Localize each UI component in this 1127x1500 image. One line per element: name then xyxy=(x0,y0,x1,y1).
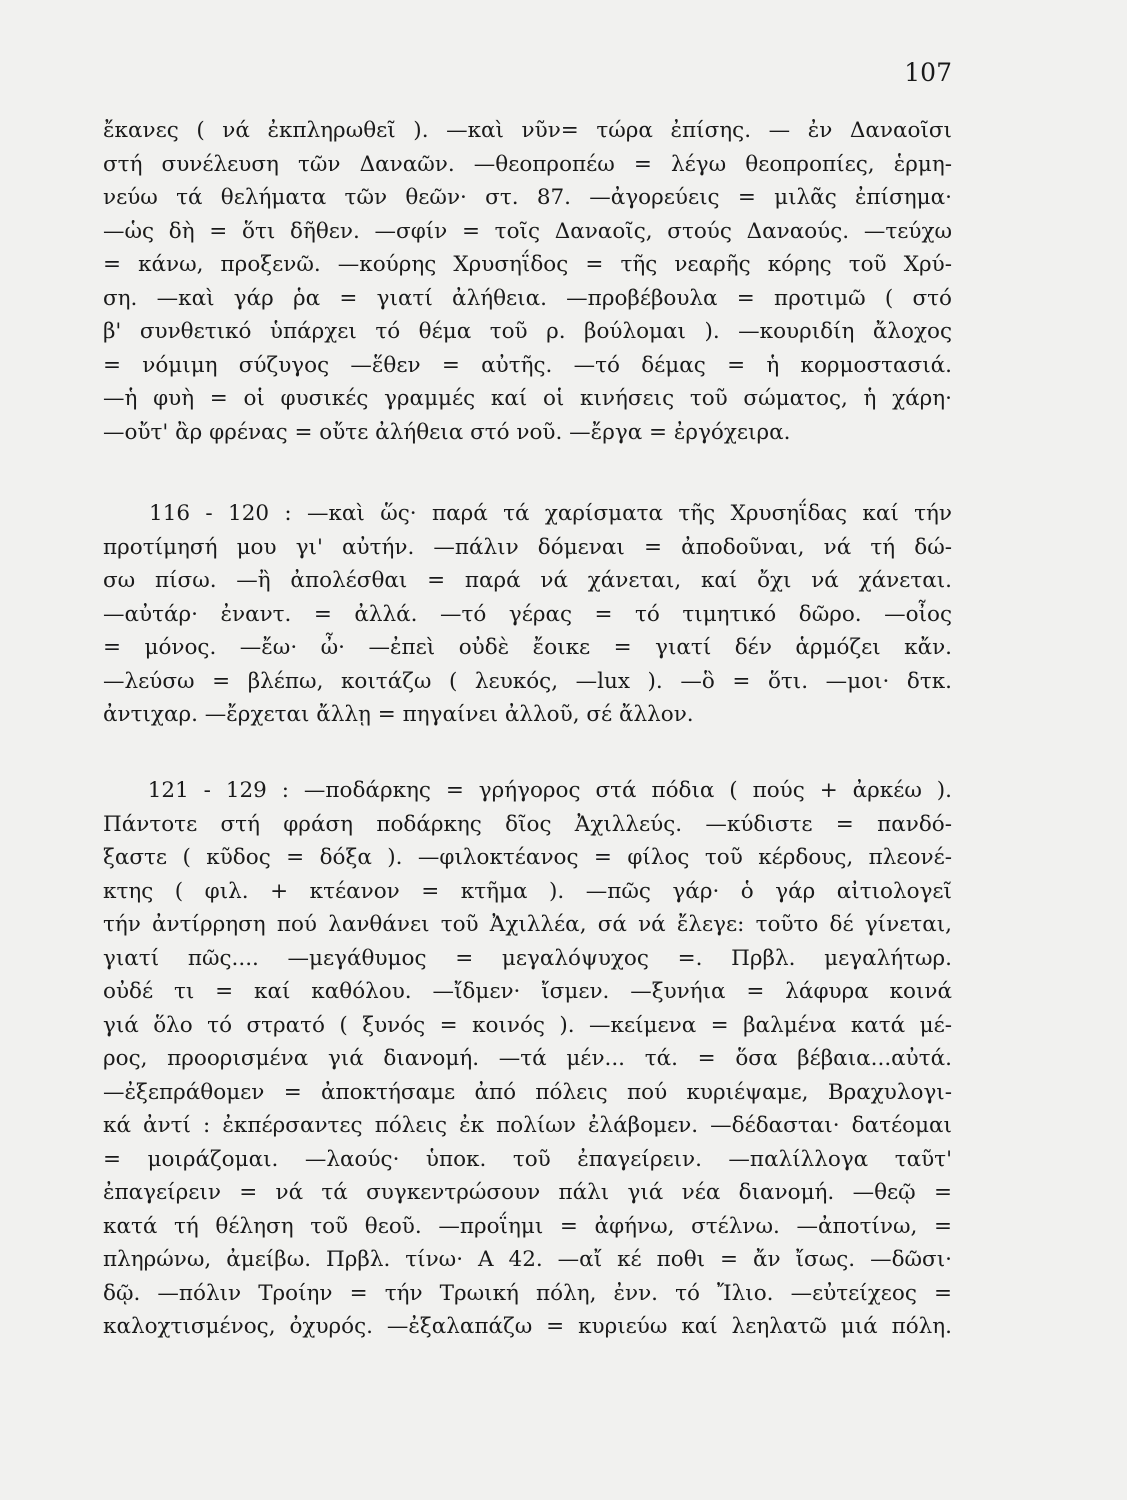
text-line: δῷ. —πόλιν Τροίην = τήν Τρωική πόλη, ἐνν. τό Ἴλιο. —εὐτείχεος = xyxy=(103,1280,952,1306)
page-number: 107 xyxy=(904,58,952,87)
text-line: 121 - 129 : —ποδάρκης = γρήγορος στά πόδια ( πούς + ἀρκέω ). xyxy=(103,778,952,803)
text-line: Πάντοτε στή φράση ποδάρκης δῖος Ἀχιλλεύς. —κύδιστε = πανδό- xyxy=(103,811,952,837)
text-line: β' συνθετικό ὑπάρχει τό θέμα τοῦ ρ. βούλομαι ). —κουριδίη ἄλοχος xyxy=(103,319,952,344)
text-line: —ἐξεπράθομεν = ἀποκτήσαμε ἀπό πόλεις πού κυριέψαμε, Βραχυλογι- xyxy=(103,1079,952,1105)
text-line: ση. —καὶ γάρ ῥα = γιατί ἀλήθεια. —προβέβουλα = προτιμῶ ( στό xyxy=(103,285,952,311)
text-line: σω πίσω. —ἢ ἀπολέσθαι = παρά νά χάνεται, καί ὄχι νά χάνεται. xyxy=(103,568,952,593)
text-line: νεύω τά θελήματα τῶν θεῶν· στ. 87. —ἀγορεύεις = μιλᾶς ἐπίσημα· xyxy=(103,185,952,210)
text-line: πληρώνω, ἀμείβω. Πρβλ. τίνω· Α 42. —αἴ κέ ποθι = ἄν ἴσως. —δῶσι· xyxy=(103,1247,952,1272)
text-line: = κάνω, προξενῶ. —κούρης Χρυσηΐδος = τῆς νεαρῆς κόρης τοῦ Χρύ- xyxy=(103,252,952,277)
text-line: γιά ὅλο τό στρατό ( ξυνός = κοινός ). —κείμενα = βαλμένα κατά μέ- xyxy=(103,1012,952,1038)
text-line: οὐδέ τι = καί καθόλου. —ἴδμεν· ἴσμεν. —ξυνήια = λάφυρα κοινά xyxy=(103,979,952,1004)
text-line: ἀντιχαρ. —ἔρχεται ἄλλῃ = πηγαίνει ἀλλοῦ, σέ ἄλλον. xyxy=(103,702,694,727)
text-line: κά ἀντί : ἐκπέρσαντες πόλεις ἐκ πολίων ἐλάβομεν. —δέδασται· δατέομαι xyxy=(103,1113,952,1138)
text-line: 116 - 120 : —καὶ ὥς· παρά τά χαρίσματα τῆς Χρυσηΐδας καί τήν xyxy=(103,501,952,526)
text-line: —ὡς δὴ = ὅτι δῆθεν. —σφίν = τοῖς Δαναοῖς, στούς Δαναούς. —τεύχω xyxy=(103,218,952,244)
text-line: = νόμιμη σύζυγος —ἕθεν = αὐτῆς. —τό δέμας = ἡ κορμοστασιά. xyxy=(103,352,952,378)
text-line: κτης ( φιλ. + κτέανον = κτῆμα ). —πῶς γάρ· ὁ γάρ αἰτιολογεῖ xyxy=(103,878,952,904)
text-line: —λεύσω = βλέπω, κοιτάζω ( λευκός, —lux ). —ὃ = ὅτι. —μοι· δτκ. xyxy=(103,668,952,694)
text-line: ἔκανες ( νά ἐκπληρωθεῖ ). —καὶ νῦν= τώρα ἐπίσης. — ἐν Δαναοῖσι xyxy=(103,118,952,143)
text-line: —οὔτ' ἂρ φρένας = οὔτε ἀλήθεια στό νοῦ. —ἔργα = ἐργόχειρα. xyxy=(103,419,791,445)
text-line: = μόνος. —ἔω· ὦ· —ἐπεὶ οὐδὲ ἔοικε = γιατί δέν ἁρμόζει κἄν. xyxy=(103,635,952,660)
text-line: προτίμησή μου γι' αὐτήν. —πάλιν δόμεναι = ἀποδοῦναι, νά τή δώ- xyxy=(103,534,952,560)
text-line: —αὐτάρ· ἐναντ. = ἀλλά. —τό γέρας = τό τιμητικό δῶρο. —οἶος xyxy=(103,601,952,627)
paragraph-1 xyxy=(103,114,952,449)
text-line: γιατί πῶς.... —μεγάθυμος = μεγαλόψυχος =. Πρβλ. μεγαλήτωρ. xyxy=(103,945,952,971)
text-line: = μοιράζομαι. —λαούς· ὑποκ. τοῦ ἐπαγείρειν. —παλίλλογα ταῦτ' xyxy=(103,1146,952,1172)
paragraph-2 xyxy=(103,497,952,732)
paragraph-3 xyxy=(103,774,952,1344)
text-line: κατά τή θέληση τοῦ θεοῦ. —προΐημι = ἀφήνω, στέλνω. —ἀποτίνω, = xyxy=(103,1213,952,1239)
text-line: στή συνέλευση τῶν Δαναῶν. —θεοπροπέω = λέγω θεοπροπίες, ἑρμη- xyxy=(103,151,952,177)
text-line: ξαστε ( κῦδος = δόξα ). —φιλοκτέανος = φίλος τοῦ κέρδους, πλεονέ- xyxy=(103,845,952,870)
text-line: καλοχτισμένος, ὀχυρός. —ἐξαλαπάζω = κυριεύω καί λεηλατῶ μιά πόλη. xyxy=(103,1314,952,1339)
text-line: ρος, προορισμένα γιά διανομή. —τά μέν... τά. = ὅσα βέβαια...αὐτά. xyxy=(103,1046,952,1071)
text-line: τήν ἀντίρρηση πού λανθάνει τοῦ Ἀχιλλέα, σά νά ἔλεγε: τοῦτο δέ γίνεται, xyxy=(103,912,952,937)
text-line: ἐπαγείρειν = νά τά συγκεντρώσουν πάλι γιά νέα διανομή. —θεῷ = xyxy=(103,1180,952,1205)
text-line: —ἡ φυὴ = οἱ φυσικές γραμμές καί οἱ κινήσεις τοῦ σώματος, ἡ χάρη· xyxy=(103,386,952,411)
